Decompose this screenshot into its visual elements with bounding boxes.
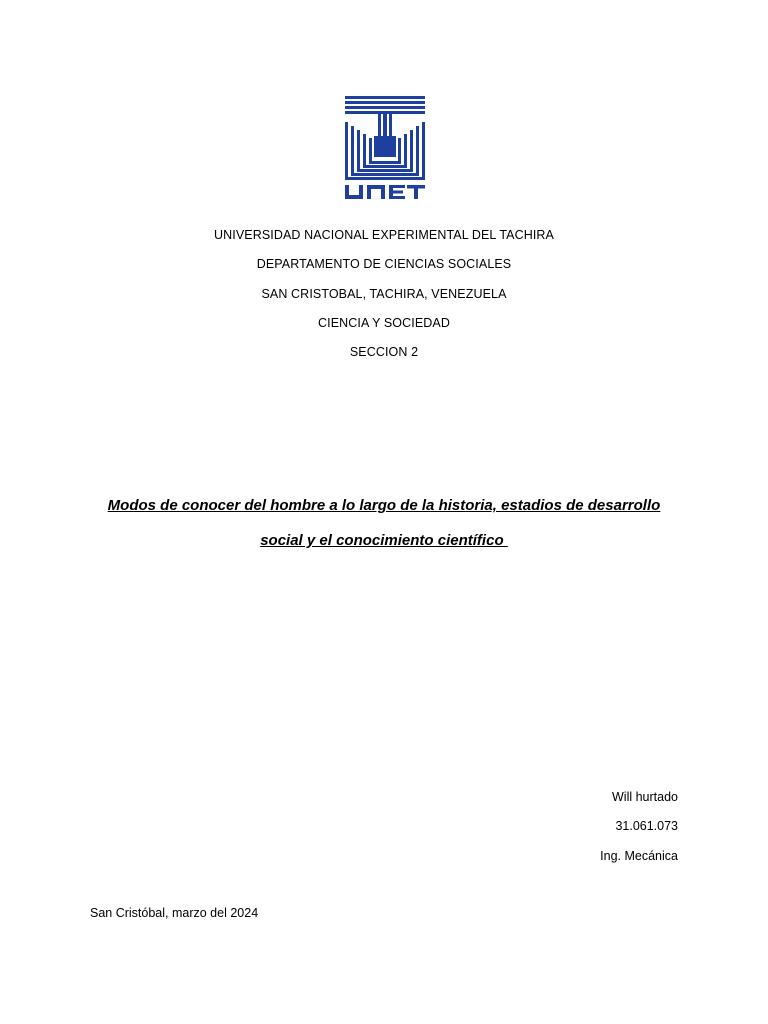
author-id: 31.061.073	[615, 819, 678, 834]
title-line-2: social y el conocimiento científico	[260, 532, 508, 549]
author-career: Ing. Mecánica	[600, 848, 678, 863]
university-name: UNIVERSIDAD NACIONAL EXPERIMENTAL DEL TACHIRA	[214, 228, 554, 242]
institution-header	[0, 228, 768, 374]
title-line-1: Modos de conocer del hombre a lo largo de la historia, estadios de desarrollo	[107, 497, 661, 514]
document-title	[60, 488, 708, 558]
author-block	[600, 790, 678, 878]
section-line: SECCION 2	[349, 345, 419, 360]
course-name: CIENCIA Y SOCIEDAD	[318, 315, 450, 330]
location-line: SAN CRISTOBAL, TACHIRA, VENEZUELA	[261, 286, 507, 301]
place-date: San Cristóbal, marzo del 2024	[90, 906, 259, 920]
author-name: Will hurtado	[612, 790, 678, 804]
unet-logo	[340, 92, 430, 204]
department-name: DEPARTAMENTO DE CIENCIAS SOCIALES	[256, 257, 512, 272]
